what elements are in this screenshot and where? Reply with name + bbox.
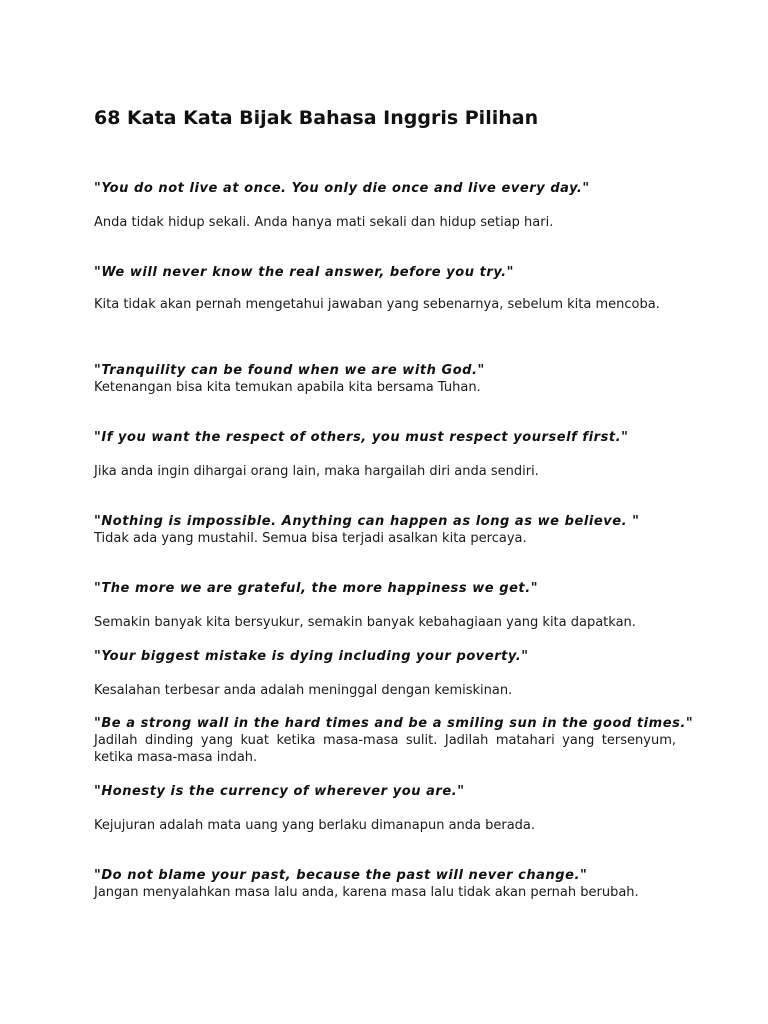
quote-block — [94, 429, 676, 480]
quote-block — [94, 580, 676, 631]
quote-english: "You do not live at once. You only die once and live every day." — [94, 181, 590, 196]
quote-block — [94, 362, 676, 396]
quote-translation: Kesalahan terbesar anda adalah meninggal dengan kemiskinan. — [94, 683, 513, 698]
quote-english: "Nothing is impossible. Anything can happen as long as we believe. " — [94, 514, 640, 529]
quote-translation: Jangan menyalahkan masa lalu anda, karena masa lalu tidak akan pernah berubah. — [94, 885, 639, 900]
quote-block — [94, 783, 676, 834]
document-title: 68 Kata Kata Bijak Bahasa Inggris Pilihan — [94, 107, 539, 129]
quote-english: "Be a strong wall in the hard times and be a smiling sun in the good times." — [94, 716, 694, 731]
quote-translation: Ketenangan bisa kita temukan apabila kita bersama Tuhan. — [94, 380, 481, 395]
quote-translation: Tidak ada yang mustahil. Semua bisa terjadi asalkan kita percaya. — [94, 531, 527, 546]
quote-block — [94, 513, 676, 547]
quote-block — [94, 715, 694, 766]
quote-translation: Kita tidak akan pernah mengetahui jawaban yang sebenarnya, sebelum kita mencoba. — [94, 297, 660, 312]
quote-translation: Jadilah dinding yang kuat ketika masa-masa sulit. Jadilah matahari yang tersenyum, ketika masa-masa indah. — [94, 733, 676, 765]
quote-translation: Kejujuran adalah mata uang yang berlaku dimanapun anda berada. — [94, 818, 536, 833]
quote-english: "Your biggest mistake is dying including your poverty." — [94, 649, 529, 664]
quote-english: "If you want the respect of others, you must respect yourself first." — [94, 430, 629, 445]
quote-block — [94, 264, 676, 313]
quote-translation: Semakin banyak kita bersyukur, semakin banyak kebahagiaan yang kita dapatkan. — [94, 615, 636, 630]
quote-translation: Anda tidak hidup sekali. Anda hanya mati sekali dan hidup setiap hari. — [94, 215, 554, 230]
quote-block — [94, 180, 676, 231]
quote-english: "Do not blame your past, because the past will never change." — [94, 868, 588, 883]
quote-english: "We will never know the real answer, before you try." — [94, 265, 514, 280]
quote-english: "Honesty is the currency of wherever you are." — [94, 784, 465, 799]
quote-block — [94, 648, 676, 699]
quote-block — [94, 867, 676, 901]
quote-translation: Jika anda ingin dihargai orang lain, maka hargailah diri anda sendiri. — [94, 464, 539, 479]
quote-english: "The more we are grateful, the more happiness we get." — [94, 581, 539, 596]
quote-english: "Tranquility can be found when we are with God." — [94, 363, 485, 378]
